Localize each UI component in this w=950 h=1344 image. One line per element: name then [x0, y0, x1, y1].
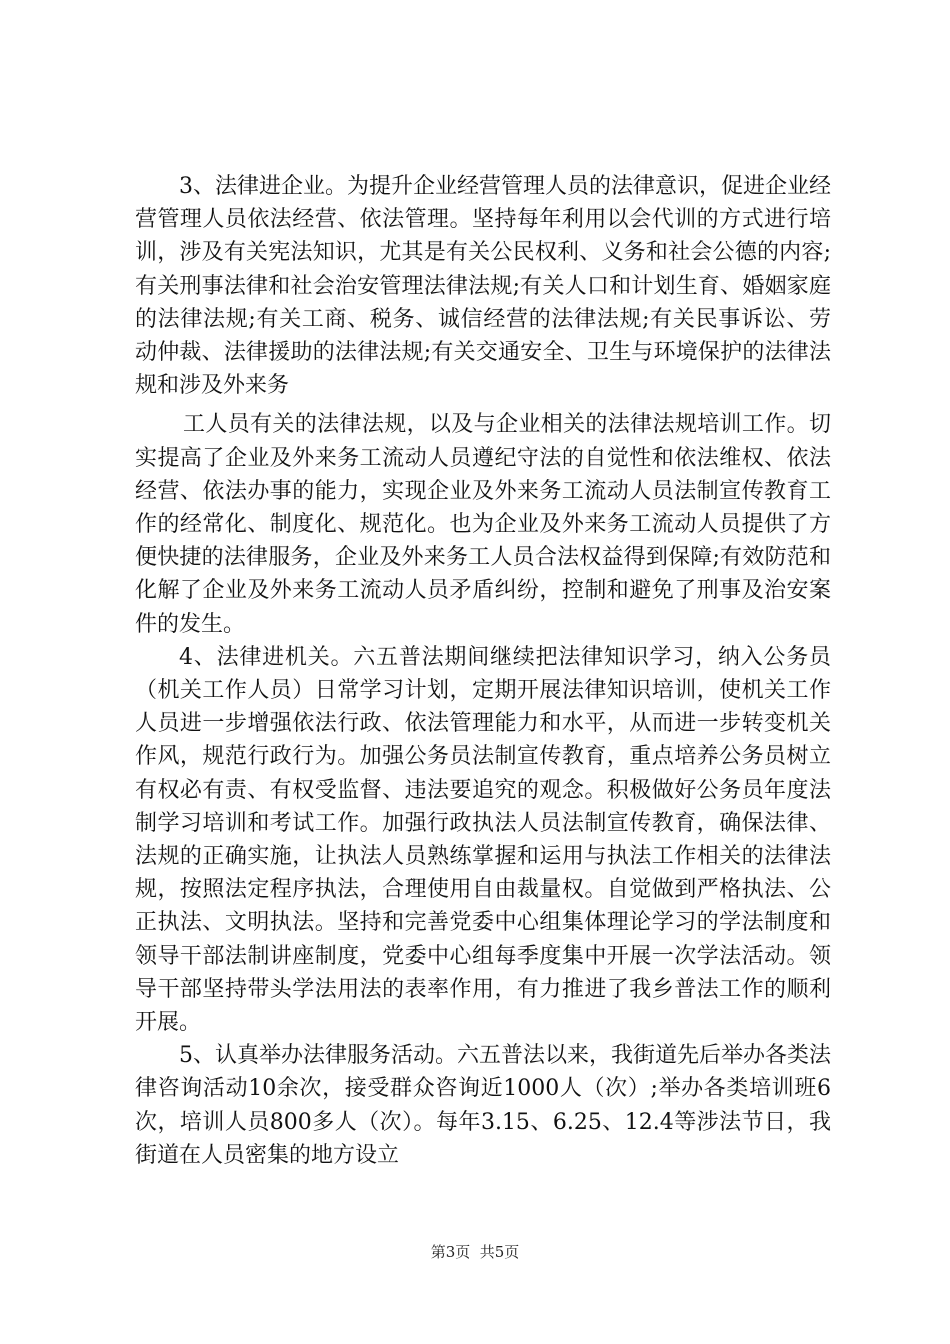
paragraph-government-agencies: 4、法律进机关。六五普法期间继续把法律知识学习，纳入公务员（机关工作人员）日常学习计划，定期开展法律知识培训，使机关工作人员进一步增强依法行政、依法管理能力和水平，从而进一步转变机关作风，规范行政行为。加强公务员法制宣传教育，重点培养公务员树立有权必有责、有权受监督、违法要追究的观念。积极做好公务员年度法制学习培训和考试工作。加强行政执法人员法制宣传教育，确保法律、法规的正确实施，让执法人员熟练掌握和运用与执法工作相关的法律法规，按照法定程序执法，合理使用自由裁量权。自觉做到严格执法、公正执法、文明执法。坚持和完善党委中心组集体理论学习的学法制度和领导干部法制讲座制度，党委中心组每季度集中开展一次学法活动。领导干部坚持带头学法用法的表率作用，有力推进了我乡普法工作的顺利开展。: [135, 644, 831, 1036]
document-body: [135, 170, 831, 1172]
paragraph-legal-services: 5、认真举办法律服务活动。六五普法以来，我街道先后举办各类法律咨询活动10余次，接受群众咨询近1000人（次）;举办各类培训班6次，培训人员800多人（次）。每年3.15、6.25、12.4等涉法节日，我街道在人员密集的地方设立: [135, 1043, 831, 1168]
paragraph-enterprise: 3、法律进企业。为提升企业经营管理人员的法律意识，促进企业经营管理人员依法经营、依法管理。坚持每年利用以会代训的方式进行培训，涉及有关宪法知识，尤其是有关公民权利、义务和社会公德的内容;有关刑事法律和社会治安管理法律法规;有关人口和计划生育、婚姻家庭的法律法规;有关工商、税务、诚信经营的法律法规;有关民事诉讼、劳动仲裁、法律援助的法律法规;有关交通安全、卫生与环境保护的法律法规和涉及外来务: [135, 174, 831, 399]
paragraph-enterprise-continued: 工人员有关的法律法规，以及与企业相关的法律法规培训工作。切实提高了企业及外来务工流动人员遵纪守法的自觉性和依法维权、依法经营、依法办事的能力，实现企业及外来务工流动人员法制宣传教育工作的经常化、制度化、规范化。也为企业及外来务工流动人员提供了方便快捷的法律服务，企业及外来务工人员合法权益得到保障;有效防范和化解了企业及外来务工流动人员矛盾纠纷，控制和避免了刑事及治安案件的发生。: [135, 412, 831, 637]
page-number-footer: 第3页 共5页: [430, 1243, 520, 1261]
